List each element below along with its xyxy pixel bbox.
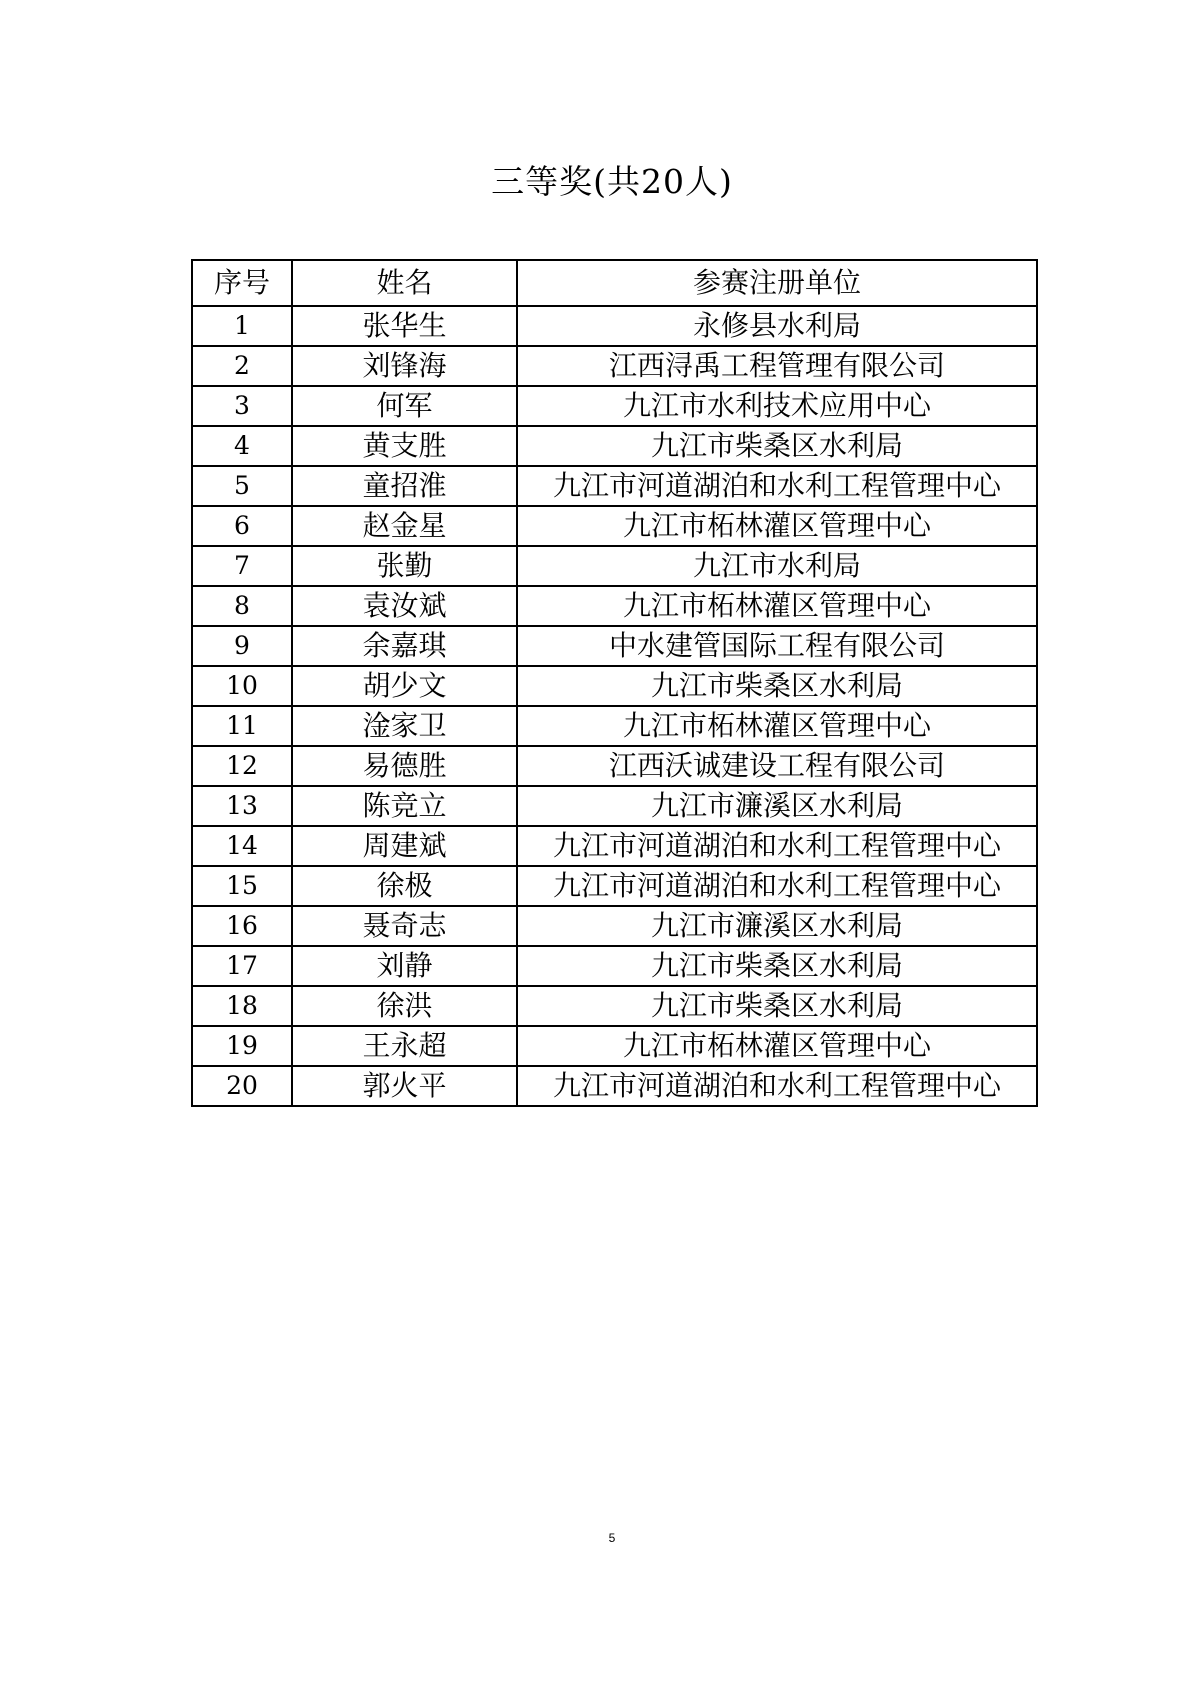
table-row: [192, 346, 1037, 386]
cell-registered-unit: 江西浔禹工程管理有限公司: [517, 346, 1037, 386]
cell-name: 刘静: [292, 946, 517, 986]
cell-name: 胡少文: [292, 666, 517, 706]
page-number: 5: [608, 1531, 616, 1545]
cell-name: 张勤: [292, 546, 517, 586]
cell-registered-unit: 九江市水利局: [517, 546, 1037, 586]
table-row: [192, 386, 1037, 426]
cell-registered-unit: 九江市柴桑区水利局: [517, 426, 1037, 466]
cell-name: 童招淮: [292, 466, 517, 506]
cell-registered-unit: 九江市濂溪区水利局: [517, 906, 1037, 946]
table-header: [192, 260, 1037, 306]
cell-serial-number: 7: [192, 546, 292, 586]
cell-registered-unit: 九江市河道湖泊和水利工程管理中心: [517, 1066, 1037, 1106]
table-row: [192, 826, 1037, 866]
table-body: [192, 306, 1037, 1106]
cell-name: 黄支胜: [292, 426, 517, 466]
award-table: [191, 259, 1038, 1107]
cell-serial-number: 13: [192, 786, 292, 826]
cell-registered-unit: 九江市柘林灌区管理中心: [517, 586, 1037, 626]
table-row: [192, 746, 1037, 786]
header-registered-unit: 参赛注册单位: [517, 260, 1037, 306]
cell-name: 何军: [292, 386, 517, 426]
cell-name: 聂奇志: [292, 906, 517, 946]
cell-registered-unit: 九江市柴桑区水利局: [517, 946, 1037, 986]
table-row: [192, 666, 1037, 706]
cell-serial-number: 18: [192, 986, 292, 1026]
table-row: [192, 426, 1037, 466]
cell-serial-number: 4: [192, 426, 292, 466]
cell-name: 周建斌: [292, 826, 517, 866]
cell-name: 赵金星: [292, 506, 517, 546]
table-row: [192, 706, 1037, 746]
table-row: [192, 906, 1037, 946]
cell-registered-unit: 永修县水利局: [517, 306, 1037, 346]
cell-name: 余嘉琪: [292, 626, 517, 666]
cell-serial-number: 3: [192, 386, 292, 426]
table-row: [192, 306, 1037, 346]
cell-serial-number: 12: [192, 746, 292, 786]
table-row: [192, 586, 1037, 626]
cell-name: 王永超: [292, 1026, 517, 1066]
table-row: [192, 626, 1037, 666]
table-row: [192, 986, 1037, 1026]
cell-serial-number: 20: [192, 1066, 292, 1106]
cell-registered-unit: 九江市濂溪区水利局: [517, 786, 1037, 826]
cell-serial-number: 9: [192, 626, 292, 666]
table-row: [192, 546, 1037, 586]
header-name: 姓名: [292, 260, 517, 306]
cell-registered-unit: 九江市柘林灌区管理中心: [517, 506, 1037, 546]
cell-serial-number: 15: [192, 866, 292, 906]
cell-name: 张华生: [292, 306, 517, 346]
table-row: [192, 946, 1037, 986]
cell-serial-number: 6: [192, 506, 292, 546]
header-row: [192, 260, 1037, 306]
table-row: [192, 1066, 1037, 1106]
cell-name: 淦家卫: [292, 706, 517, 746]
cell-serial-number: 14: [192, 826, 292, 866]
cell-serial-number: 19: [192, 1026, 292, 1066]
cell-registered-unit: 江西沃诚建设工程有限公司: [517, 746, 1037, 786]
cell-name: 徐极: [292, 866, 517, 906]
cell-registered-unit: 九江市河道湖泊和水利工程管理中心: [517, 466, 1037, 506]
cell-name: 徐洪: [292, 986, 517, 1026]
table-row: [192, 466, 1037, 506]
cell-registered-unit: 九江市河道湖泊和水利工程管理中心: [517, 866, 1037, 906]
cell-serial-number: 16: [192, 906, 292, 946]
cell-name: 刘锋海: [292, 346, 517, 386]
cell-serial-number: 2: [192, 346, 292, 386]
cell-registered-unit: 九江市水利技术应用中心: [517, 386, 1037, 426]
table-row: [192, 786, 1037, 826]
cell-name: 郭火平: [292, 1066, 517, 1106]
cell-name: 袁汝斌: [292, 586, 517, 626]
table-row: [192, 866, 1037, 906]
cell-registered-unit: 九江市柘林灌区管理中心: [517, 706, 1037, 746]
table-row: [192, 506, 1037, 546]
cell-serial-number: 11: [192, 706, 292, 746]
cell-registered-unit: 九江市河道湖泊和水利工程管理中心: [517, 826, 1037, 866]
cell-serial-number: 8: [192, 586, 292, 626]
cell-registered-unit: 九江市柘林灌区管理中心: [517, 1026, 1037, 1066]
cell-serial-number: 1: [192, 306, 292, 346]
cell-name: 陈竞立: [292, 786, 517, 826]
header-serial-number: 序号: [192, 260, 292, 306]
cell-registered-unit: 中水建管国际工程有限公司: [517, 626, 1037, 666]
table-row: [192, 1026, 1037, 1066]
cell-name: 易德胜: [292, 746, 517, 786]
cell-registered-unit: 九江市柴桑区水利局: [517, 666, 1037, 706]
cell-registered-unit: 九江市柴桑区水利局: [517, 986, 1037, 1026]
cell-serial-number: 17: [192, 946, 292, 986]
cell-serial-number: 10: [192, 666, 292, 706]
cell-serial-number: 5: [192, 466, 292, 506]
page-title: 三等奖(共20人): [491, 162, 733, 201]
